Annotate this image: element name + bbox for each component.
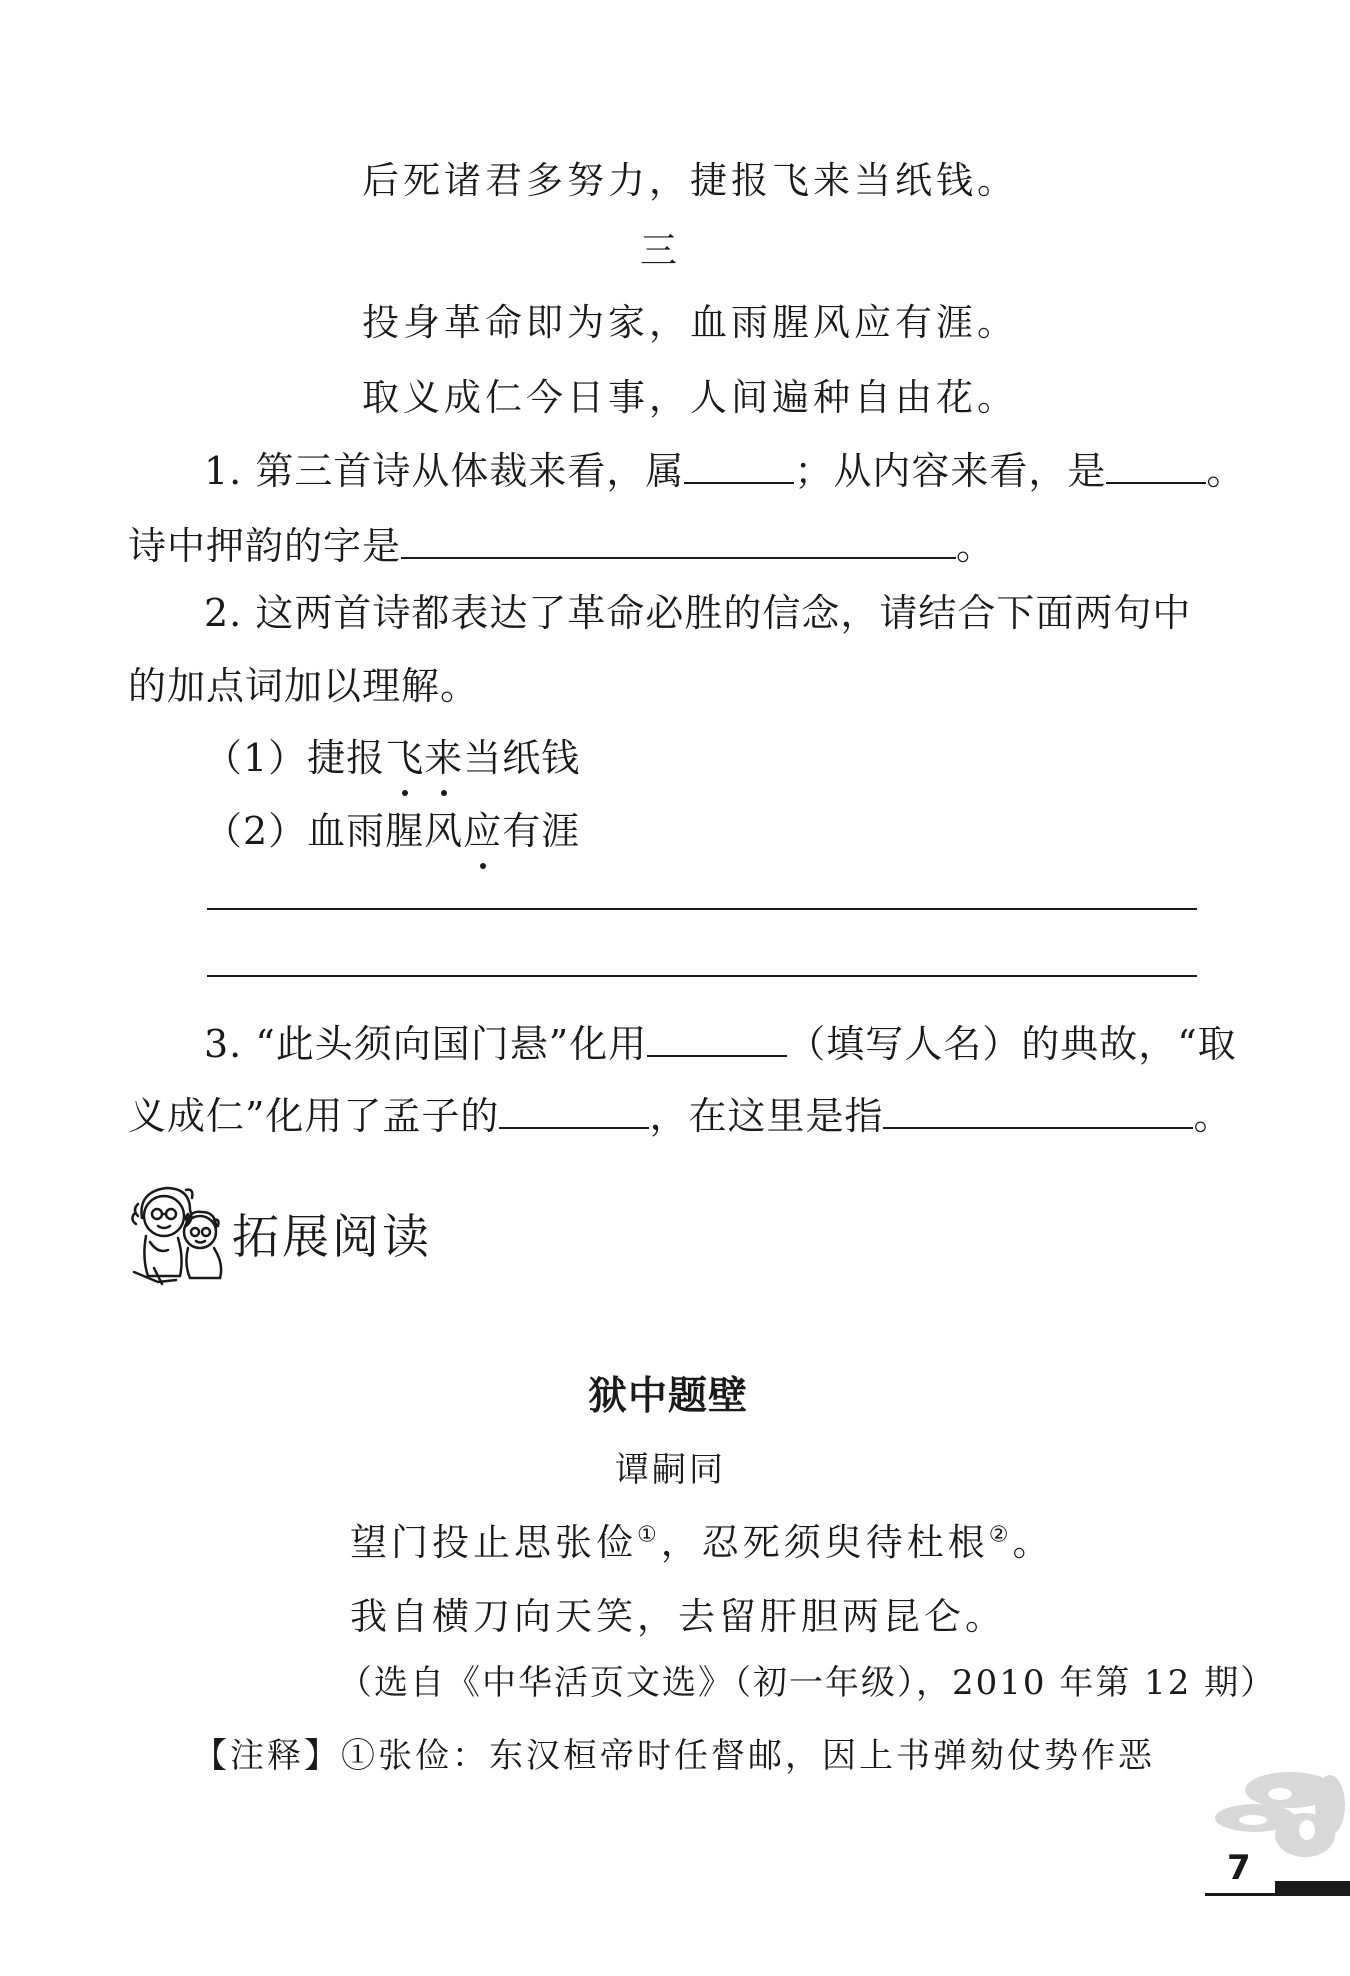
item-text: 有涯 bbox=[502, 809, 581, 853]
poem-line: 取义成仁今日事，人间遍种自由花。 bbox=[362, 376, 1018, 419]
poem-text: 。 bbox=[1012, 1521, 1054, 1564]
question-text: 诗中押韵的字是 bbox=[128, 524, 402, 568]
annotation bbox=[193, 1728, 1155, 1777]
answer-line[interactable] bbox=[207, 975, 1197, 977]
footnote-marker[interactable]: ② bbox=[988, 1522, 1013, 1548]
footer-bar bbox=[1275, 1881, 1350, 1896]
poem-text: ，忍死须臾待杜根 bbox=[660, 1521, 989, 1564]
answer-blank[interactable] bbox=[1106, 446, 1206, 484]
question-text: 。 bbox=[1206, 449, 1246, 493]
annotation-label: 【注释】 bbox=[193, 1736, 341, 1776]
answer-blank[interactable] bbox=[499, 1091, 649, 1129]
question-3-line2 bbox=[128, 1085, 1232, 1140]
question-text: ；从内容来看，是 bbox=[794, 449, 1107, 493]
question-2-item-1 bbox=[204, 727, 580, 782]
reading-poem-line: 我自横刀向天笑，去留肝胆两昆仑。 bbox=[350, 1595, 1006, 1638]
poem-line: 投身革命即为家，血雨腥风应有涯。 bbox=[362, 301, 1018, 344]
question-text: 1. 第三首诗从体裁来看，属 bbox=[204, 449, 685, 493]
item-text: 当纸钱 bbox=[463, 736, 581, 780]
question-text: 3. “此头须向国门悬”化用 bbox=[204, 1022, 648, 1066]
poem-section-numeral: 三 bbox=[640, 229, 677, 272]
question-text: （填写人名）的典故，“取 bbox=[787, 1022, 1237, 1066]
reading-author: 谭嗣同 bbox=[615, 1450, 726, 1490]
answer-blank[interactable] bbox=[684, 446, 794, 484]
emphasized-character: 应 bbox=[463, 800, 502, 855]
answer-line[interactable] bbox=[207, 908, 1197, 910]
question-2-line2: 的加点词加以理解。 bbox=[128, 664, 480, 708]
page-number: 7 bbox=[1227, 1848, 1251, 1888]
answer-blank[interactable] bbox=[883, 1091, 1193, 1129]
reading-title: 狱中题壁 bbox=[588, 1373, 749, 1419]
annotation-text: ①张俭：东汉桓帝时任督邮，因上书弹劾仗势作恶 bbox=[341, 1736, 1155, 1776]
reading-poem-line bbox=[350, 1512, 1053, 1566]
reading-source: （选自《中华活页文选》（初一年级），2010 年第 12 期） bbox=[338, 1663, 1277, 1703]
question-2-item-2 bbox=[204, 800, 580, 855]
question-text: 。 bbox=[1193, 1094, 1233, 1138]
question-text: 义成仁”化用了孟子的 bbox=[128, 1094, 500, 1138]
item-text: （1）捷报 bbox=[204, 736, 386, 780]
item-text: （2）血雨腥风 bbox=[204, 809, 464, 853]
reading-kids-illustration bbox=[128, 1180, 230, 1290]
emphasized-character: 来 bbox=[424, 727, 463, 782]
question-1-line2 bbox=[128, 515, 995, 570]
question-3 bbox=[204, 1013, 1237, 1068]
answer-blank[interactable] bbox=[401, 521, 956, 559]
footnote-marker[interactable]: ① bbox=[637, 1522, 661, 1548]
page-number-underline bbox=[1205, 1893, 1275, 1896]
section-heading: 拓展阅读 bbox=[232, 1210, 432, 1265]
corner-decoration bbox=[1195, 1760, 1345, 1880]
question-text: 。 bbox=[956, 524, 996, 568]
question-2: 2. 这两首诗都表达了革命必胜的信念，请结合下面两句中 bbox=[204, 591, 1192, 635]
poem-line: 后死诸君多努力，捷报飞来当纸钱。 bbox=[362, 159, 1018, 202]
emphasized-character: 飞 bbox=[385, 727, 424, 782]
answer-blank[interactable] bbox=[647, 1019, 787, 1057]
poem-text: 望门投止思张俭 bbox=[350, 1521, 637, 1564]
question-1 bbox=[204, 440, 1245, 495]
question-text: ，在这里是指 bbox=[649, 1094, 884, 1138]
